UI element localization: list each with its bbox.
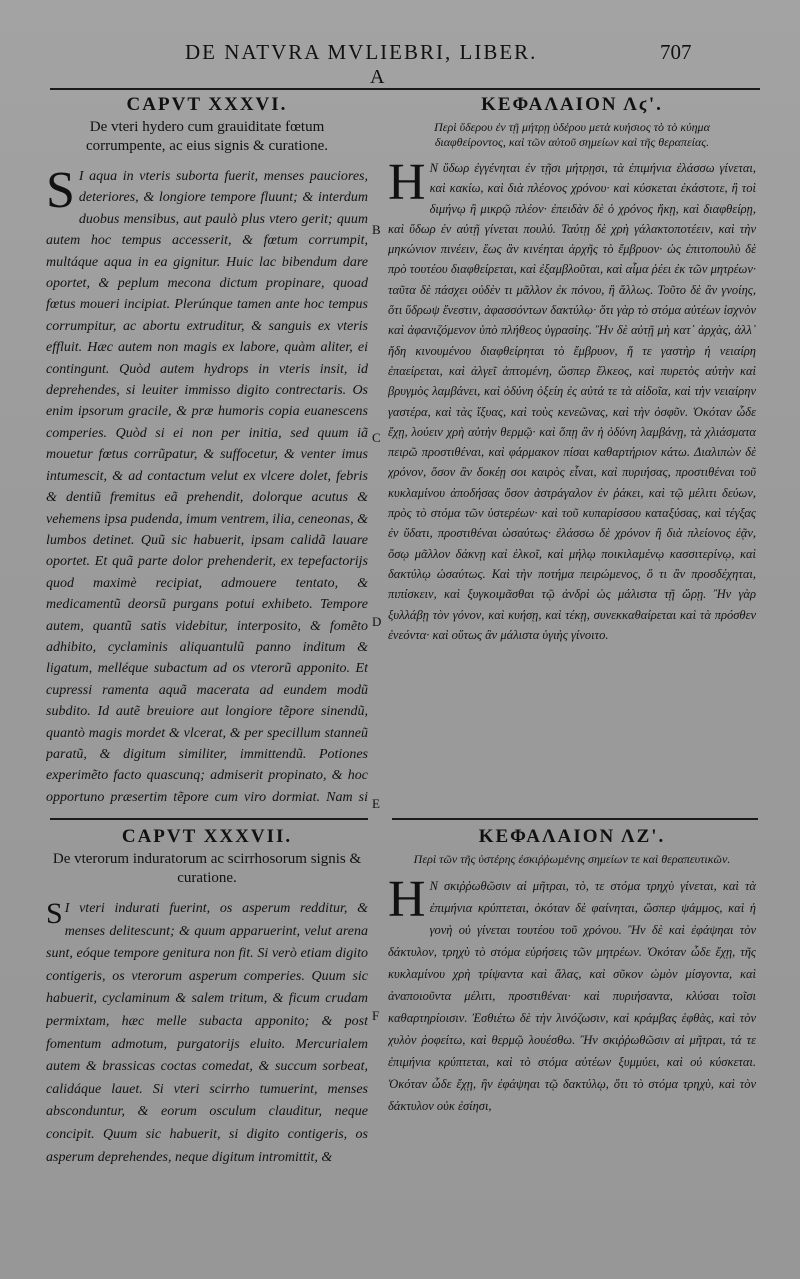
header-rule [50,88,760,90]
margin-letter-f: F [372,1008,380,1023]
chapter37-greek-text [388,871,756,1117]
chapter36-greek-body: Ν ὕδωρ ἐγγένηται ἐν τῇσι μήτρῃσι, τὰ ἐπιμήνια ἐλάσσω γίνεται, καὶ κακίω, καὶ διὰ πλέονος χρόνου· καὶ κύσκεται ἐκάστοτε, ἢ τοὶ διμήνῳ ἢ μικρῷ πλέον· ἐπειδὰν δὲ ὁ χρόνος ἥκῃ, καὶ διαφθείρῃ, καὶ ὕδωρ ἐν αὐτῇ γίνεται πουλύ. Ταύτῃ δὲ χρὴ γάλακτοποτέειν, καὶ τὴν μηκώνιον πινέειν, ἕως ἂν κινέηται ἀρχῆς τὸ ἔμβρυον· ὡς ἐπιτοπουλὺ δὲ πρὸ τουτέου διαφθείρεται, καὶ ἐξαμβλοῦται, καὶ αἷμα ῥέει ἐκ τῶν μητρέων· ταῦτα δὲ πάσχει οὐδὲν τι μᾶλλον ἐκ πόνου, ἢ ἄλλως. Τοῦτο δὲ ἂν γνοίης, ὅτι ὕδρωψ ἔνεστιν, ἀφασσόντων δακτύλῳ· ὅτι γὰρ τὸ στόμα αὐτέων ἰσχνὸν καὶ ἀφανιζόμενον ὑπὸ πλήθεος ὑγρασίης. Ἢν δὲ αὐτῇ μὴ κατ᾽ ἀρχὰς, ἀλλ᾽ ἤδη κινουμένου διαφθείρηται τὸ ἔμβρυον, ἥ τε γαστὴρ ἡ νειαίρη ἐπαείρεται, καὶ ἀλγεῖ ἀπτομένη, ὥσπερ ἕλκεος, καὶ πυρετὸς αὐτὴν καὶ βρυγμὸς λαμβάνει, καὶ ὀδύνη ὀξείη ἐς αὐτά τε τὰ αἰδοῖα, καὶ τὴν νειαίρην γαστέρα, καὶ τὰς ἴξυας, καὶ τοὺς κενεῶνας, καὶ τὴν ὀσφῦν. Ὁκόταν ὧδε ἔχῃ, λούειν χρὴ αὐτὴν θερμῷ· καὶ ὅπῃ ἂν ἡ ὀδύνη λαμβάνῃ, τὰ χλιάσματα πειρῶ προστιθέναι, καὶ φάρμακον πίσαι καθαρτήριον κάτω. Διαλιπὼν δὲ χρόνον, ὅσον ἂν δοκέῃ σοι καιρὸς εἶναι, καὶ πυριήσας, προστιθέναι τοῦ κυκλαμίνου ἀποδήσας ὅσον ἀστράγαλον ἐν ῥάκει, καὶ τῷ μέλιτι δεύων, πρὸς τὸ στόμα τῶν ὑστερέων· καὶ τοῦ κυπαρίσσου καταξύσας, καὶ τέγξας ἐν ὕδατι, προστιθέναι ὡσαύτως· ἐλάσσω δὲ χρόνον ἢ διὰ πλείονος ἐᾷν, ὅσῳ μᾶλλον δάκνῃ καὶ ἑλκοῖ, καὶ μήλῳ ποικιλαμένῳ κασσιτερίνῳ, καὶ δακτύλῳ ὡσαύτως. Καὶ τὴν ποτήμα πειρώμενος, ὅ τι ἂν προσδέχηται, πιπίσκειν, καὶ ξυγκοιμᾶσθαι τῷ ἀνδρὶ ὡς μάλιστα τῇ ὥρῃ. Ἢν γὰρ ξυλλάβῃ τὸν γόνον, καὶ κυήσῃ, καὶ τέκῃ, συνεκκαθαίρεται καὶ τὰ πρόσθεν ἐνεόντα· καὶ οὕτως ἂν μάλιστα ὑγιὴς γίνοιτο. [388,161,756,642]
chapter37-greek-column [388,826,756,1266]
chapter36-greek-column [388,94,756,810]
chapter37-latin-body: I vteri indurati fuerint, os asperum redditur, & menses delitescunt; & quum apparuerint, velut arena sunt, eóque tempore genitura non fit. Si verò etiam digito contigeris, os vterorum asperum comperies. Quum sic habuerit, cyclaminum & salem tritum, & ficum crudam permixtam, hæc melle subacta apponito; & post fomentum admotum, purgatorijs eluito. Mercurialem autem & brassicas coctas comedat, & succum sorbeat, calidáque lauet. Si vteri scirrho tumuerint, menses absconduntur, & eorum osculum clauditur, neque concipit. Quum sic habuerit, si digito contigeris, os asperum deprehendes, neque digitum intromittit, & [46,901,368,1165]
drop-cap: Η [388,871,426,928]
chapter36-greek-heading: ΚΕΦΑΛΑΙΟΝ Λϛ'. [481,94,663,115]
chapter36-latin-subtitle: De vteri hydero cum grauiditate fœtum corrumpente, ac eius signis & curatione. [85,119,328,154]
chapter37-latin-column [46,826,368,1266]
running-title: DE NATVRA MVLIEBRI, LIBER. [185,40,538,64]
chapter37-greek-body: Ν σκιῤῥωθῶσιν αἱ μῆτραι, τὸ, τε στόμα τρηχὺ γίνεται, καὶ τὰ ἐπιμήνια κρύπτεται, ὁκόταν δὲ φαίνηται, ὥσπερ ψάμμος, καὶ ἡ γονὴ οὐ γίνεται τουτέου τοῦ χρόνου. Ἢν δὲ καὶ ἐφάψηαι τὸν δάκτυλον, τρηχὺ τὸ στόμα εὑρήσεις τῶν μητρέων. Ὁκόταν ὧδε ἔχῃ, τῆς κυκλαμίνου χρὴ τρίψαντα καὶ ἅλας, καὶ σῦκον ὠμὸν μίσγοντα, καὶ ἀναποιοῦντα μέλιτι, προστιθέναι· καὶ πυριήσαντα, κλύσαι τοῖσι καθαρτηρίοισιν. Ἐσθιέτω δὲ τὴν λινόζωσιν, καὶ κράμβας ἑφθὰς, καὶ τὸν χυλὸν ῥοφείτω, καὶ θερμῷ λουέσθω. Ἢν σκιῤῥωθῶσιν αἱ μῆτραι, τά τε ἐπιμήνια κρύπτεται, καὶ τὸ στόμα αὐτέων ξυμμύει, καὶ οὐ κύσκεται. Ὁκόταν ὧδε ἔχῃ, ἢν ἐφάψηαι τῷ δακτύλῳ, ὅτι τὸ στόμα τρηχὺ, καὶ τὸν δάκτυλον οὐκ ἐσίησι, [388,879,756,1113]
chapter36-latin-text [46,162,368,810]
page-number: 707 [660,40,692,64]
chapter37-latin-heading: CAPVT XXXVII. [121,826,293,847]
margin-letter-e: E [372,796,380,811]
chapter37-latin-subtitle: De vterorum induratorum ac scirrhosorum signis & curatione. [52,851,362,886]
drop-cap: Η [388,154,426,211]
margin-letter-a: A [370,66,385,88]
chapter36-latin-column [46,94,368,810]
chapter36-latin-heading: CAPVT XXXVI. [126,94,288,115]
margin-letter-d: D [372,614,382,629]
section-rule-right [392,818,758,820]
drop-cap: S [46,897,63,930]
chapter37-greek-subtitle: Περὶ τῶν τῆς ὑστέρης ἐσκιῤῥωμένης σημείων τε καὶ θεραπευτικῶν. [413,852,731,866]
margin-letter-c: C [372,430,381,445]
chapter36-greek-subtitle: Περὶ ὕδερου ἐν τῇ μήτρῃ ὑδέρου μετὰ κυήσιος τὸ τὸ κύημα διαφθείροντος, καὶ τῶν αὐτοῦ σημείων καὶ τῆς θεραπείας. [434,120,710,149]
section-rule-left [50,818,368,820]
drop-cap: S [46,162,75,219]
chapter37-latin-text [46,898,368,1169]
chapter37-greek-heading: ΚΕΦΑΛΑΙΟΝ ΛΖ'. [478,826,666,847]
margin-letter-b: B [372,222,381,237]
chapter36-greek-text [388,154,756,645]
chapter36-latin-body: I aqua in vteris suborta fuerit, menses pauciores, deteriores, & longiore tempore fluunt; & interdum duobus mensibus, aut paulò plus vtero gerit; quum autem hoc tempus accesserit, & fœtum corrumpit, multáque aqua in ea gignitur. Huic lac bibendum dare oportet, & peplum mecona dictum propinare, quoad fœtus moueri incipiat. Plerúnque tamen ante hoc tempus corrumpitur, ac abortu extruditur, & sanguis ex vteris effluit. Hæc autem non magis ex labore, quàm aliter, ei contingunt. Quòd autem hydrops in vteris insit, id deprehendes, si leuiter immisso digito contrectaris. Os enim ipsorum gracile, & præ humoris copia euanescens comperies. Quòd si ei non per initia, sed quum iã mouetur fœtus corrũpatur, & suffocetur, & venter imus intumescit, & ad contactum velut ex vlcere dolet, febris & dentiũ fremitus eã prehendit, dolorque acutus & vehemens ipsa pudenda, imum ventrem, ilia, ceneonas, & lumbos detinet. Quũ sic habuerit, ipsam calidã lauare oportet. Et quã parte dolor prehenderit, ex tepefactorijs quod maximè recipiat, admouere tentato, & medicamentũ deorsũ purgans potui exhibeto. Tempore autem, quantũ satis videbitur, interposito, & fomẽto adhibito, cyclaminis aliquantulũ panno inditum & ligatum, melléque subactum ad os vterorũ apponito. Et cupressi ramenta aquã macerata ad eundem modũ subdito. Id autẽ breuiore aut longiore tẽpore sinendũ, quantò magis mordet & vlcerat, & per specillum stanneũ paratũ, & digitum similiter, immittendũ. Potiones experimẽto facto quascunq; admiserit propinato, & hoc opportuno præsertim tẽpore cum viro dormiat. Nam si [46,169,368,805]
